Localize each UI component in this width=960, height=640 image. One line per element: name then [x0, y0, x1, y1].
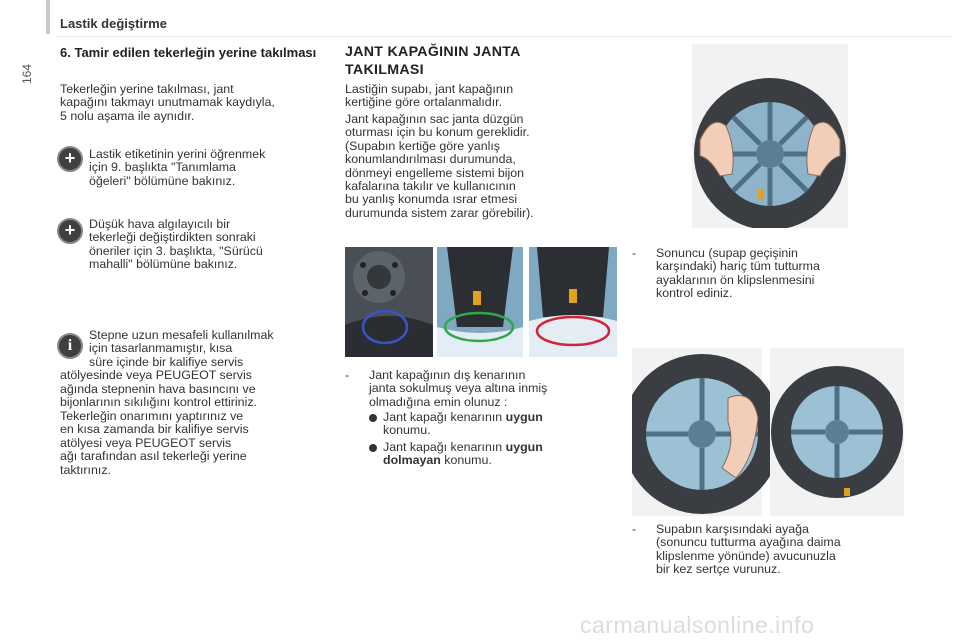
text-line: klipslenme yönünde) avucunuzla: [656, 548, 836, 563]
text-line: Jant kapağının sac janta düzgün: [345, 112, 524, 126]
text-span: Jant kapağı kenarının: [383, 440, 506, 454]
left-intro: [60, 83, 340, 123]
text-line: (sonuncu tutturma ayağına daima: [656, 535, 841, 550]
text-line: süre içinde bir kalifiye servis: [89, 354, 244, 369]
bullet-marker: [369, 414, 377, 422]
bullet-item-2: [369, 441, 609, 468]
text-line: kertiğine göre ortalanmalıdır.: [345, 95, 503, 110]
bullet-marker: [369, 444, 377, 452]
heading-number: 6.: [60, 45, 71, 60]
text-line: Supabın karşısındaki ayağa: [656, 522, 809, 536]
plus-tip-icon: +: [57, 218, 83, 244]
rim-photo-strip: [345, 247, 617, 357]
middle-para-2: [345, 113, 615, 220]
section-title: Lastik değiştirme: [60, 16, 167, 31]
dash-marker: -: [632, 246, 637, 260]
text-line: Tekerleğin yerine takılması, jant: [60, 82, 234, 96]
text-line: konumu.: [383, 423, 431, 438]
heading-line: JANT KAPAĞININ JANTA: [345, 44, 521, 60]
text-line: konumlandırılması durumunda,: [345, 152, 516, 167]
text-span: Jant kapağı kenarının: [383, 410, 506, 424]
text-line: öğeleri" bölümüne bakınız.: [89, 173, 236, 188]
text-line: (Supabın kertiğe göre yanlış: [345, 138, 500, 153]
text-line: bir kez sertçe vurunuz.: [656, 562, 781, 577]
middle-para-1: [345, 83, 615, 110]
text-line: Lastik etiketinin yerini öğrenmek: [89, 147, 266, 161]
text-line: mahalli" bölümüne bakınız.: [89, 257, 238, 272]
text-line: için tasarlanmamıştır, kısa: [89, 341, 233, 356]
text-line: için 9. başlıkta "Tanımlama: [89, 160, 236, 175]
text-line: Düşük hava algılayıcılı bir: [89, 217, 231, 231]
hands-press-photo: [632, 348, 782, 516]
text-line: Jant kapağının dış kenarının: [369, 368, 526, 382]
text-line: janta sokulmuş veya altına inmiş: [369, 381, 548, 396]
text-line: atölyesinde veya PEUGEOT servis: [60, 368, 252, 383]
text-line: ağında stepnenin hava basıncını ve: [60, 381, 256, 396]
rim-bolts-photo: [345, 247, 433, 357]
text-line: Stepne uzun mesafeli kullanılmak: [89, 328, 274, 342]
text-line: en kısa zamanda bir kalifiye servis: [60, 422, 249, 437]
text-line: kapağını takmayı unutmamak kaydıyla,: [60, 95, 275, 110]
text-line: kafalarına takılır ve kullanıcının: [345, 179, 516, 194]
header-divider: [56, 36, 952, 37]
incorrect-fit-photo: [529, 247, 617, 357]
text-line: bijonlarının sıkılığını kontrol ettiriniz.: [60, 395, 257, 410]
tip-block-2: [89, 218, 339, 272]
margin-bar: [46, 0, 50, 34]
bold-span: uygun: [505, 440, 543, 454]
text-line: ayaklarının ön klipslenmesini: [656, 272, 815, 287]
text-line: durumunda sistem zarar görebilir).: [345, 205, 534, 220]
text-span: konumu.: [440, 453, 492, 468]
text-line: Sonuncu (supap geçişinin: [656, 246, 798, 260]
dash-marker: -: [345, 368, 350, 382]
text-line: olmadığına emin olunuz :: [369, 394, 508, 409]
text-line: tekerleği değiştirdikten sonraki: [89, 230, 256, 245]
dash-marker: -: [632, 522, 637, 536]
page-number: 164: [20, 63, 34, 84]
text-line: Tekerleğin onarımını yaptırınız ve: [60, 409, 244, 423]
bold-span: dolmayan: [383, 453, 441, 468]
repair-block: [60, 410, 345, 477]
plus-tip-icon: +: [57, 146, 83, 172]
text-line: taktırınız.: [60, 462, 111, 477]
section-heading: [345, 44, 605, 79]
watermark: carmanualsonline.info: [580, 612, 815, 638]
dash-item: [345, 369, 605, 409]
mounted-cap-photo: [770, 348, 904, 516]
right-item-2: [632, 523, 902, 577]
text-line: oturması için bu konum gereklidir.: [345, 125, 530, 140]
text-line: atölyesi veya PEUGEOT servis: [60, 435, 232, 450]
wheel-hands-photo: [692, 44, 848, 228]
right-item-1: [632, 247, 892, 301]
left-heading: [60, 45, 335, 60]
heading-text: Tamir edilen tekerleğin yerine takılması: [74, 45, 317, 60]
correct-fit-photo: [437, 247, 523, 357]
heading-line: TAKILMASI: [345, 62, 424, 79]
text-line: kontrol ediniz.: [656, 286, 733, 301]
text-line: karşındaki) hariç tüm tutturma: [656, 259, 820, 274]
tip-block-1: [89, 148, 339, 188]
text-line: Lastiğin supabı, jant kapağının: [345, 82, 514, 96]
info-icon: i: [57, 333, 83, 359]
bold-span: uygun: [505, 410, 543, 424]
text-line: dönmeyi engelleme sistemi bijon: [345, 165, 525, 180]
text-line: öneriler için 3. başlıkta, "Sürücü: [89, 243, 263, 258]
info-block: [60, 329, 345, 409]
text-line: ağı tarafından asıl tekerleği yerine: [60, 449, 247, 464]
text-line: 5 nolu aşama ile aynıdır.: [60, 108, 195, 123]
wheel-press-photos: [632, 348, 904, 516]
bullet-item-1: [369, 411, 609, 438]
text-line: bu yanlış konumda ısrar etmesi: [345, 192, 518, 207]
